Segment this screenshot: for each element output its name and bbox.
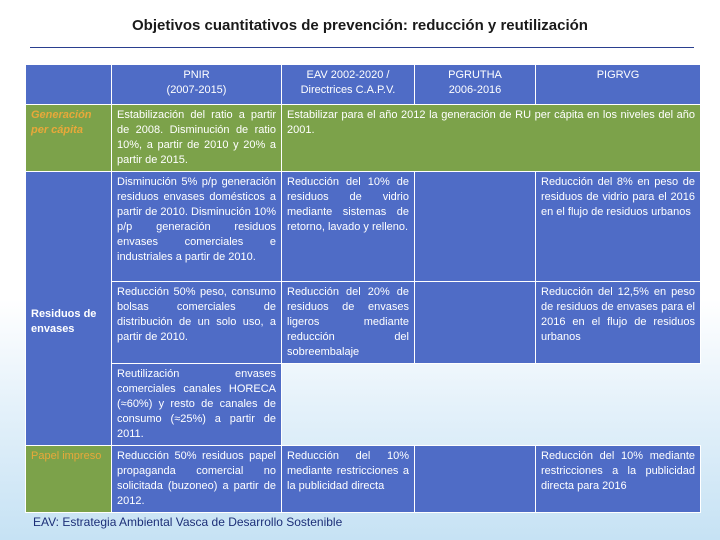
cell-envases-2-pigrvg: Reducción del 12,5% en peso de residuos de envases para el 2016 en el flujo de residuos urbanos xyxy=(536,282,701,364)
cell-generacion-eav: Estabilizar para el año 2012 la generación de RU per cápita en los niveles del año 2001. xyxy=(282,105,701,172)
header-row xyxy=(26,65,701,105)
header-pigrvg xyxy=(536,65,701,105)
row-papel xyxy=(26,446,701,513)
footer-note: EAV: Estrategia Ambiental Vasca de Desarrollo Sostenible xyxy=(33,515,343,529)
cell-envases-2-eav: Reducción del 20% de residuos de envases ligeros mediante reducción del sobreembalaje xyxy=(282,282,415,364)
row-envases-3 xyxy=(26,364,701,446)
cell-envases-1-eav: Reducción del 10% de residuos de vidrio mediante sistemas de retorno, lavado y relleno. xyxy=(282,172,415,282)
cell-envases-3-pnir: Reutilización envases comerciales canales HORECA (≈60%) y resto de canales de consumo (≈25%) a partir de 2011. xyxy=(112,364,282,446)
cell-envases-1-pigrvg: Reducción del 8% en peso de residuos de vidrio para el 2016 en el flujo de residuos urbanos xyxy=(536,172,701,282)
title-divider xyxy=(30,47,694,48)
header-pgrutha xyxy=(415,65,536,105)
header-pnir xyxy=(112,65,282,105)
header-pnir-line2: (2007-2015) xyxy=(166,84,227,96)
header-eav xyxy=(282,65,415,105)
row-generacion xyxy=(26,105,701,172)
cell-envases-3-empty xyxy=(282,364,701,446)
row-envases-2 xyxy=(26,282,701,364)
cell-papel-pgrutha xyxy=(415,446,536,513)
header-pgrutha-line2: 2006-2016 xyxy=(448,84,502,96)
rowhead-envases: Residuos de envases xyxy=(26,172,112,446)
cell-papel-pigrvg: Reducción del 10% mediante restricciones a la publicidad directa para 2016 xyxy=(536,446,701,513)
cell-generacion-pnir: Estabilización del ratio a partir de 2008. Disminución de ratio 10%, a partir de 2010 y 20% a partir de 2015. xyxy=(112,105,282,172)
header-eav-line1: EAV 2002-2020 / xyxy=(306,69,390,81)
cell-envases-2-pgrutha xyxy=(415,282,536,364)
cell-envases-1-pgrutha xyxy=(415,172,536,282)
header-pnir-line1: PNIR xyxy=(183,69,210,81)
slide-title: Objetivos cuantitativos de prevención: reducción y reutilización xyxy=(132,17,588,34)
header-pgrutha-line1: PGRUTHA xyxy=(448,69,502,81)
cell-papel-eav: Reducción del 10% mediante restricciones a la publicidad directa xyxy=(282,446,415,513)
cell-papel-pnir: Reducción 50% residuos papel propaganda comercial no solicitada (buzoneo) a partir de 2012. xyxy=(112,446,282,513)
objectives-table xyxy=(25,64,701,513)
rowhead-papel: Papel impreso xyxy=(26,446,112,513)
header-empty xyxy=(26,65,112,105)
cell-envases-1-pnir: Disminución 5% p/p generación residuos envases domésticos a partir de 2010. Disminución 10% p/p generación residuos envases comerciales e industriales a partir de 2010. xyxy=(112,172,282,282)
header-pigrvg-line1: PIGRVG xyxy=(596,69,640,81)
cell-envases-2-pnir: Reducción 50% peso, consumo bolsas comerciales de distribución de un solo uso, a partir de 2010. xyxy=(112,282,282,364)
row-envases-1 xyxy=(26,172,701,282)
rowhead-generacion: Generación per cápita xyxy=(26,105,112,172)
header-eav-line2: Directrices C.A.P.V. xyxy=(300,84,396,96)
